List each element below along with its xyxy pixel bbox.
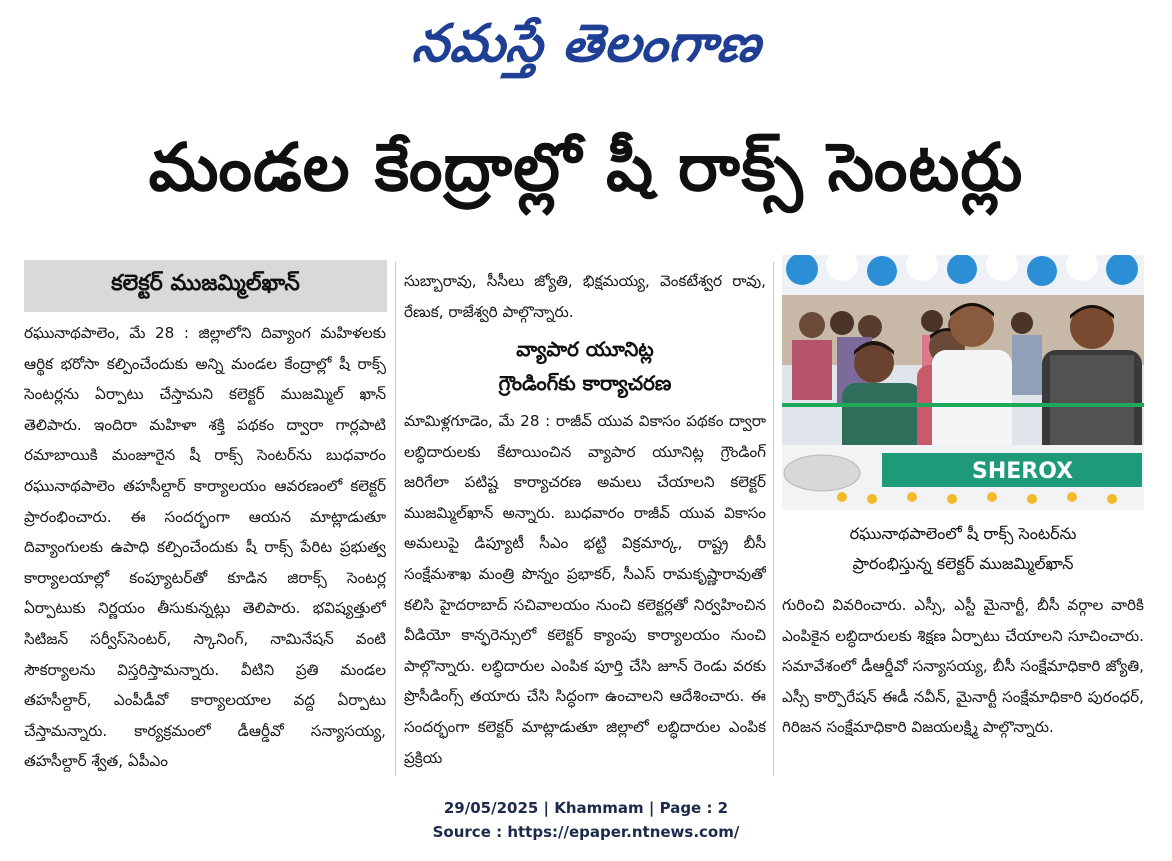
masthead (0, 0, 1172, 100)
sub-headline-line-1: వ్యాపార యూనిట్ల (516, 337, 654, 361)
article-column-middle-top: సుబ్బారావు, సీసీలు జ్యోతి, భిక్షమయ్య, వెంకటేశ్వర రావు, రేణుక, రాజేశ్వరి పాల్గొన్నారు. (404, 272, 766, 321)
column-divider (395, 262, 396, 776)
news-photo (782, 255, 1144, 510)
page-footer (0, 790, 1172, 850)
column-divider (773, 262, 774, 776)
article-headline: మండల కేంద్రాల్లో షీ రాక్స్ సెంటర్లు (148, 128, 1024, 206)
photo-caption (782, 514, 1144, 584)
newspaper-logo: నమస్తే తెలంగాణ (409, 13, 765, 74)
photo-banner-text: SHEROX (972, 459, 1074, 484)
photo-caption-line-2: ప్రారంభిస్తున్న కలెక్టర్ ముజమ్మిల్‌ఖాన్ (852, 554, 1074, 573)
article-column-middle: మామిళ్లగూడెం, మే 28 : రాజీవ్ యువ వికాసం పథకం ద్వారా లబ్ధిదారులకు కేటాయించిన వ్యాపార యూనిట్ల గ్రౌండింగ్ జరిగేలా పటిష్ట కార్యాచరణ అమలు చేయాలని కలెక్టర్ ముజమ్మిల్‌ఖాన్ అన్నారు. బుధవారం రాజీవ్ యువ వికాసం అమలుపై డిప్యూటీ సీఎం భట్టి విక్రమార్క, రాష్ట్ర బీసీ సంక్షేమశాఖ మంత్రి పొన్నం ప్రభాకర్, సీఎస్ రామకృష్ణారావుతో కలిసి హైదరాబాద్ సచివాలయం నుంచి కలెక్టర్లతో నిర్వహించిన వీడియో కాన్ఫరెన్సులో కలెక్టర్ క్యాంపు కార్యాలయం నుంచి పాల్గొన్నారు. లబ్ధిదారుల ఎంపిక పూర్తి చేసి జూన్ రెండు వరకు ప్రొసీడింగ్స్ తయారు చేసి సిద్ధంగా ఉంచాలని ఆదేశించారు. ఈ సందర్భంగా కలెక్టర్ మాట్లాడుతూ జిల్లాలో లబ్ధిదారుల ఎంపిక ప్రక్రియ (404, 412, 766, 767)
ribbon-cutting-photo (782, 255, 1144, 510)
sub-article-headline (404, 330, 766, 402)
article-column-left: రఘునాథపాలెం, మే 28 : జిల్లాలోని దివ్యాంగ మహిళలకు ఆర్థిక భరోసా కల్పించేందుకు అన్ని మండల కేంద్రాల్లో షీ రాక్స్ సెంటర్లను ఏర్పాటు చేస్తామని కలెక్టర్ ముజమ్మిల్ ఖాన్ తెలిపారు. ఇందిరా మహిళా శక్తి పథకం ద్వారా గార్లపాటి రమాబాయికి మంజూరైన షీ రాక్స్ సెంటర్‌ను బుధవారం రఘునాథపాలెం తహసీల్దార్ కార్యాలయం ఆవరణంలో కలెక్టర్ ప్రారంభించారు. ఈ సందర్భంగా ఆయన మాట్లాడుతూ దివ్యాంగులకు ఉపాధి కల్పించేందుకు షీ రాక్స్ పేరిట ప్రభుత్వ కార్యాలయాల్లో కంప్యూటర్‌తో కూడిన జిరాక్స్ సెంటర్ల ఏర్పాటుకు నిర్ణయం తీసుకున్నట్లు తెలిపారు. భవిష్యత్తులో సిటిజన్ సర్వీస్‌సెంటర్, స్కానింగ్, నామినేషన్ వంటి సౌకర్యాలను విస్తరిస్తామన్నారు. వీటిని ప్రతి మండల తహసీల్దార్, ఎంపీడీవో కార్యాలయాల వద్ద ఏర్పాటు చేస్తామన్నారు. కార్యక్రమంలో డీఆర్డీవో సన్యాసయ్య, తహసీల్దార్ శ్వేత, ఏపీఎం (24, 324, 386, 771)
footer-source-link[interactable]: Source : https://epaper.ntnews.com/ (432, 823, 740, 841)
article-column-right: గురించి వివరించారు. ఎస్సీ, ఎస్టీ మైనార్టీ, బీసీ వర్గాల వారికి ఎంపికైన లబ్ధిదారులకు శిక్షణ ఏర్పాటు చేయాలని సూచించారు. సమావేశంలో డీఆర్డీవో సన్యాసయ్య, బీసీ సంక్షేమాధికారి జ్యోతి, ఎస్సీ కార్పొరేషన్ ఈడీ నవీన్, మైనార్టీ సంక్షేమాధికారి పురంధర్, గిరిజన సంక్షేమాధికారి విజయలక్ష్మి పాల్గొన్నారు. (782, 596, 1144, 737)
footer-date-edition: 29/05/2025 | Khammam | Page : 2 (443, 799, 729, 817)
sub-headline-line-2: గ్రౌండింగ్‌కు కార్యాచరణ (498, 371, 672, 395)
photo-caption-line-1: రఘునాథపాలెంలో షీ రాక్స్ సెంటర్‌ను (849, 524, 1077, 543)
article-byline: కలెక్టర్ ముజమ్మిల్‌ఖాన్ (24, 260, 387, 312)
